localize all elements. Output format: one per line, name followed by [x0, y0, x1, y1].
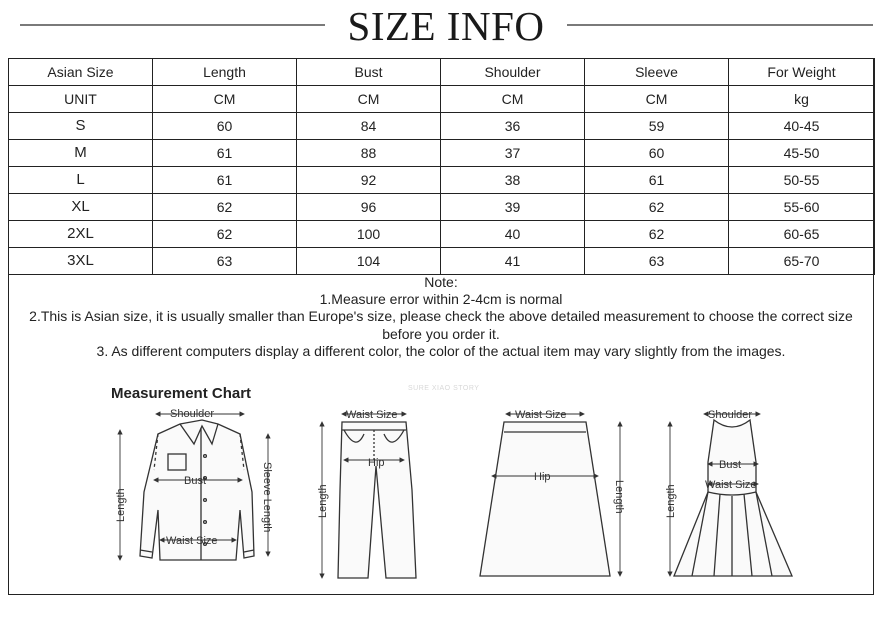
sleeve-cell: 63: [585, 248, 729, 275]
column-header: Length: [153, 59, 297, 86]
shirt-waist-label: Waist Size: [166, 535, 218, 547]
size-cell: L: [9, 167, 153, 194]
size-cell: S: [9, 113, 153, 140]
shoulder-cell: 39: [441, 194, 585, 221]
shirt-length-label: Length: [115, 488, 127, 522]
shoulder-cell: 36: [441, 113, 585, 140]
shirt-sleeve-label: Sleeve Length: [261, 462, 273, 533]
dress-diagram: [674, 420, 792, 576]
bust-cell: 92: [297, 167, 441, 194]
weight-cell: 65-70: [729, 248, 875, 275]
table-header-row: [9, 59, 875, 86]
length-cell: 62: [153, 221, 297, 248]
measurement-chart-title: Measurement Chart: [111, 385, 252, 402]
column-header: For Weight: [729, 59, 875, 86]
dress-bust-label: Bust: [719, 459, 742, 471]
weight-cell: 50-55: [729, 167, 875, 194]
skirt-length-label: Length: [613, 480, 625, 514]
size-cell: XL: [9, 194, 153, 221]
length-cell: 60: [153, 113, 297, 140]
note-line-2: 2.This is Asian size, it is usually smaller than Europe's size, please check the above detailed measurement to choose the correct size before you order it.: [29, 308, 853, 342]
weight-cell: 40-45: [729, 113, 875, 140]
title-divider-right: [567, 24, 873, 26]
watermark: SURE XIAO STORY: [408, 385, 480, 392]
table-row: [9, 140, 875, 167]
unit-cell: kg: [729, 86, 875, 113]
pants-length-label: Length: [317, 484, 329, 518]
dress-length-label: Length: [665, 484, 677, 518]
bust-cell: 88: [297, 140, 441, 167]
shoulder-cell: 38: [441, 167, 585, 194]
page-title: SIZE INFO: [347, 3, 545, 49]
skirt-waist-label: Waist Size: [515, 409, 567, 421]
title-divider-left: [20, 24, 325, 26]
weight-cell: 60-65: [729, 221, 875, 248]
unit-cell: CM: [585, 86, 729, 113]
size-cell: 3XL: [9, 248, 153, 275]
sleeve-cell: 59: [585, 113, 729, 140]
table-row: [9, 194, 875, 221]
column-header: Sleeve: [585, 59, 729, 86]
sleeve-cell: 62: [585, 194, 729, 221]
note-line-1: 1.Measure error within 2-4cm is normal: [319, 291, 563, 308]
sleeve-cell: 60: [585, 140, 729, 167]
notes-heading: Note:: [424, 274, 458, 290]
bust-cell: 100: [297, 221, 441, 248]
title-row: [0, 0, 893, 56]
size-table: [8, 58, 875, 275]
length-cell: 62: [153, 194, 297, 221]
weight-cell: 55-60: [729, 194, 875, 221]
table-row: [9, 113, 875, 140]
table-unit-row: [9, 86, 875, 113]
column-header: Asian Size: [9, 59, 153, 86]
table-row: [9, 221, 875, 248]
pants-diagram: [338, 422, 416, 578]
column-header: Bust: [297, 59, 441, 86]
unit-cell: CM: [297, 86, 441, 113]
shirt-shoulder-label: Shoulder: [170, 408, 215, 420]
length-cell: 61: [153, 140, 297, 167]
bust-cell: 84: [297, 113, 441, 140]
table-row: [9, 167, 875, 194]
weight-cell: 45-50: [729, 140, 875, 167]
length-cell: 61: [153, 167, 297, 194]
unit-cell: CM: [441, 86, 585, 113]
measurement-illustrations: [8, 400, 874, 590]
size-cell: 2XL: [9, 221, 153, 248]
dress-shoulder-label: Shoulder: [708, 409, 753, 421]
skirt-diagram: [480, 422, 610, 576]
shoulder-cell: 41: [441, 248, 585, 275]
note-line-3: 3. As different computers display a different color, the color of the actual item may vary slightly from the images.: [96, 342, 786, 359]
bust-cell: 96: [297, 194, 441, 221]
dress-waist-label: Waist Size: [705, 479, 757, 491]
size-cell: M: [9, 140, 153, 167]
table-row: [9, 248, 875, 275]
length-cell: 63: [153, 248, 297, 275]
unit-cell: UNIT: [9, 86, 153, 113]
column-header: Shoulder: [441, 59, 585, 86]
unit-cell: CM: [153, 86, 297, 113]
pants-hip-label: Hip: [368, 457, 385, 469]
shirt-bust-label: Bust: [184, 475, 207, 487]
pants-waist-label: Waist Size: [346, 409, 398, 421]
sleeve-cell: 61: [585, 167, 729, 194]
bust-cell: 104: [297, 248, 441, 275]
skirt-hip-label: Hip: [534, 471, 551, 483]
shoulder-cell: 40: [441, 221, 585, 248]
sleeve-cell: 62: [585, 221, 729, 248]
notes-section: [8, 274, 874, 360]
shoulder-cell: 37: [441, 140, 585, 167]
